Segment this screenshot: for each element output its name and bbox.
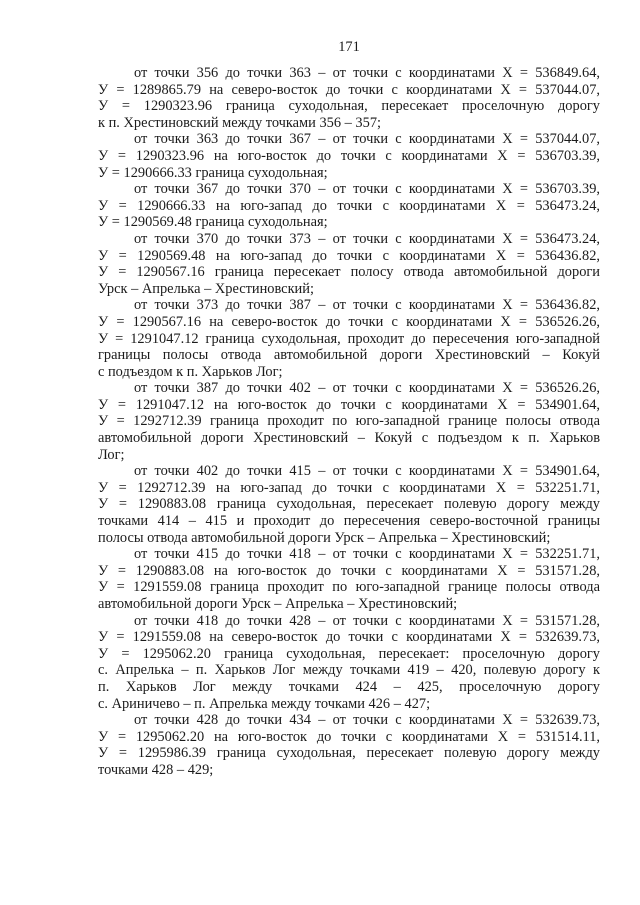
text-line: У = 1290883.08 граница суходольная, пересекает полевую дорогу между	[98, 496, 600, 513]
text-line: от точки 370 до точки 373 – от точки с координатами Х = 536473.24,	[134, 230, 600, 247]
document-body	[98, 65, 600, 779]
text-line: У = 1289865.79 на северо-восток до точки с координатами Х = 537044.07,	[98, 81, 600, 98]
text-line: автомобильной дороги Хрестиновский – Кокуй с подъездом к п. Харьков	[98, 430, 600, 447]
text-line: от точки 387 до точки 402 – от точки с координатами Х = 536526.26,	[134, 380, 600, 397]
text-line: точками 414 – 415 и проходит до пересечения северо-восточной границы	[98, 513, 600, 530]
text-line: У = 1290569.48 на юго-запад до точки с координатами Х = 536436.82,	[98, 247, 600, 264]
text-line: У = 1290567.16 на северо-восток до точки с координатами Х = 536526.26,	[98, 313, 600, 330]
text-line: У = 1292712.39 граница проходит по юго-западной границе полосы отвода	[98, 413, 600, 430]
paragraph	[98, 65, 600, 131]
text-line: У = 1290323.96 граница суходольная, пересекает проселочную дорогу	[98, 98, 600, 115]
text-line: от точки 428 до точки 434 – от точки с координатами Х = 532639.73,	[134, 712, 600, 729]
text-line: У = 1290567.16 граница пересекает полосу отвода автомобильной дороги	[98, 264, 600, 281]
text-line: автомобильной дороги Урск – Апрелька – Хрестиновский;	[98, 596, 458, 612]
text-line: Лог;	[98, 446, 125, 463]
text-line: У = 1295062.20 граница суходольная, пересекает: проселочную дорогу	[98, 645, 600, 662]
paragraph	[98, 712, 600, 778]
paragraph	[98, 297, 600, 380]
paragraph	[98, 546, 600, 612]
text-line: У = 1290569.48 граница суходольная;	[98, 214, 328, 231]
text-line: от точки 363 до точки 367 – от точки с координатами Х = 537044.07,	[134, 131, 600, 148]
text-line: У = 1291559.08 на северо-восток до точки с координатами Х = 532639.73,	[98, 629, 600, 646]
text-line: У = 1291047.12 граница суходольная, проходит до пересечения юго-западной	[98, 330, 600, 347]
text-line: границы полосы отвода автомобильной дороги Хрестиновский – Кокуй	[98, 347, 600, 364]
text-line: У = 1290666.33 граница суходольная;	[98, 164, 328, 181]
text-line: с подъездом к п. Харьков Лог;	[98, 363, 283, 380]
text-line: от точки 415 до точки 418 – от точки с координатами Х = 532251.71,	[134, 546, 600, 563]
paragraph	[98, 131, 600, 181]
paragraph	[98, 463, 600, 546]
text-line: точками 428 – 429;	[98, 761, 214, 778]
text-line: У = 1291047.12 на юго-восток до точки с координатами Х = 534901.64,	[98, 396, 600, 413]
text-line: полосы отвода автомобильной дороги Урск – Апрелька – Хрестиновский;	[98, 529, 551, 546]
text-line: У = 1290323.96 на юго-восток до точки с координатами Х = 536703.39,	[98, 147, 600, 164]
text-line: от точки 373 до точки 387 – от точки с координатами Х = 536436.82,	[134, 297, 600, 314]
paragraph	[98, 181, 600, 231]
text-line: У = 1290666.33 на юго-запад до точки с координатами Х = 536473.24,	[98, 197, 600, 214]
text-line: У = 1295062.20 на юго-восток до точки с координатами Х = 531514.11,	[98, 728, 600, 745]
text-line: У = 1290883.08 на юго-восток до точки с координатами Х = 531571.28,	[98, 562, 600, 579]
text-line: от точки 356 до точки 363 – от точки с координатами Х = 536849.64,	[134, 65, 600, 81]
text-line: к п. Хрестиновский между точками 356 – 357;	[98, 114, 382, 131]
text-line: от точки 418 до точки 428 – от точки с координатами Х = 531571.28,	[134, 612, 600, 629]
text-line: п. Харьков Лог между точками 424 – 425, проселочную дорогу	[98, 678, 600, 695]
text-line: от точки 367 до точки 370 – от точки с координатами Х = 536703.39,	[134, 181, 600, 198]
text-line: У = 1295986.39 граница суходольная, пересекает полевую дорогу между	[98, 745, 600, 762]
paragraph	[98, 613, 600, 713]
text-line: У = 1291559.08 граница проходит по юго-западной границе полосы отвода	[98, 579, 600, 596]
text-line: с. Апрелька – п. Харьков Лог между точками 419 – 420, полевую дорогу к	[98, 662, 600, 679]
text-line: с. Ариничево – п. Апрелька между точками 426 – 427;	[98, 695, 431, 712]
paragraph	[98, 380, 600, 463]
text-line: от точки 402 до точки 415 – от точки с координатами Х = 534901.64,	[134, 463, 600, 480]
text-line: У = 1292712.39 на юго-запад до точки с координатами Х = 532251.71,	[98, 479, 600, 496]
page-number: 171	[338, 39, 360, 55]
text-line: Урск – Апрелька – Хрестиновский;	[98, 280, 314, 297]
paragraph	[98, 231, 600, 297]
